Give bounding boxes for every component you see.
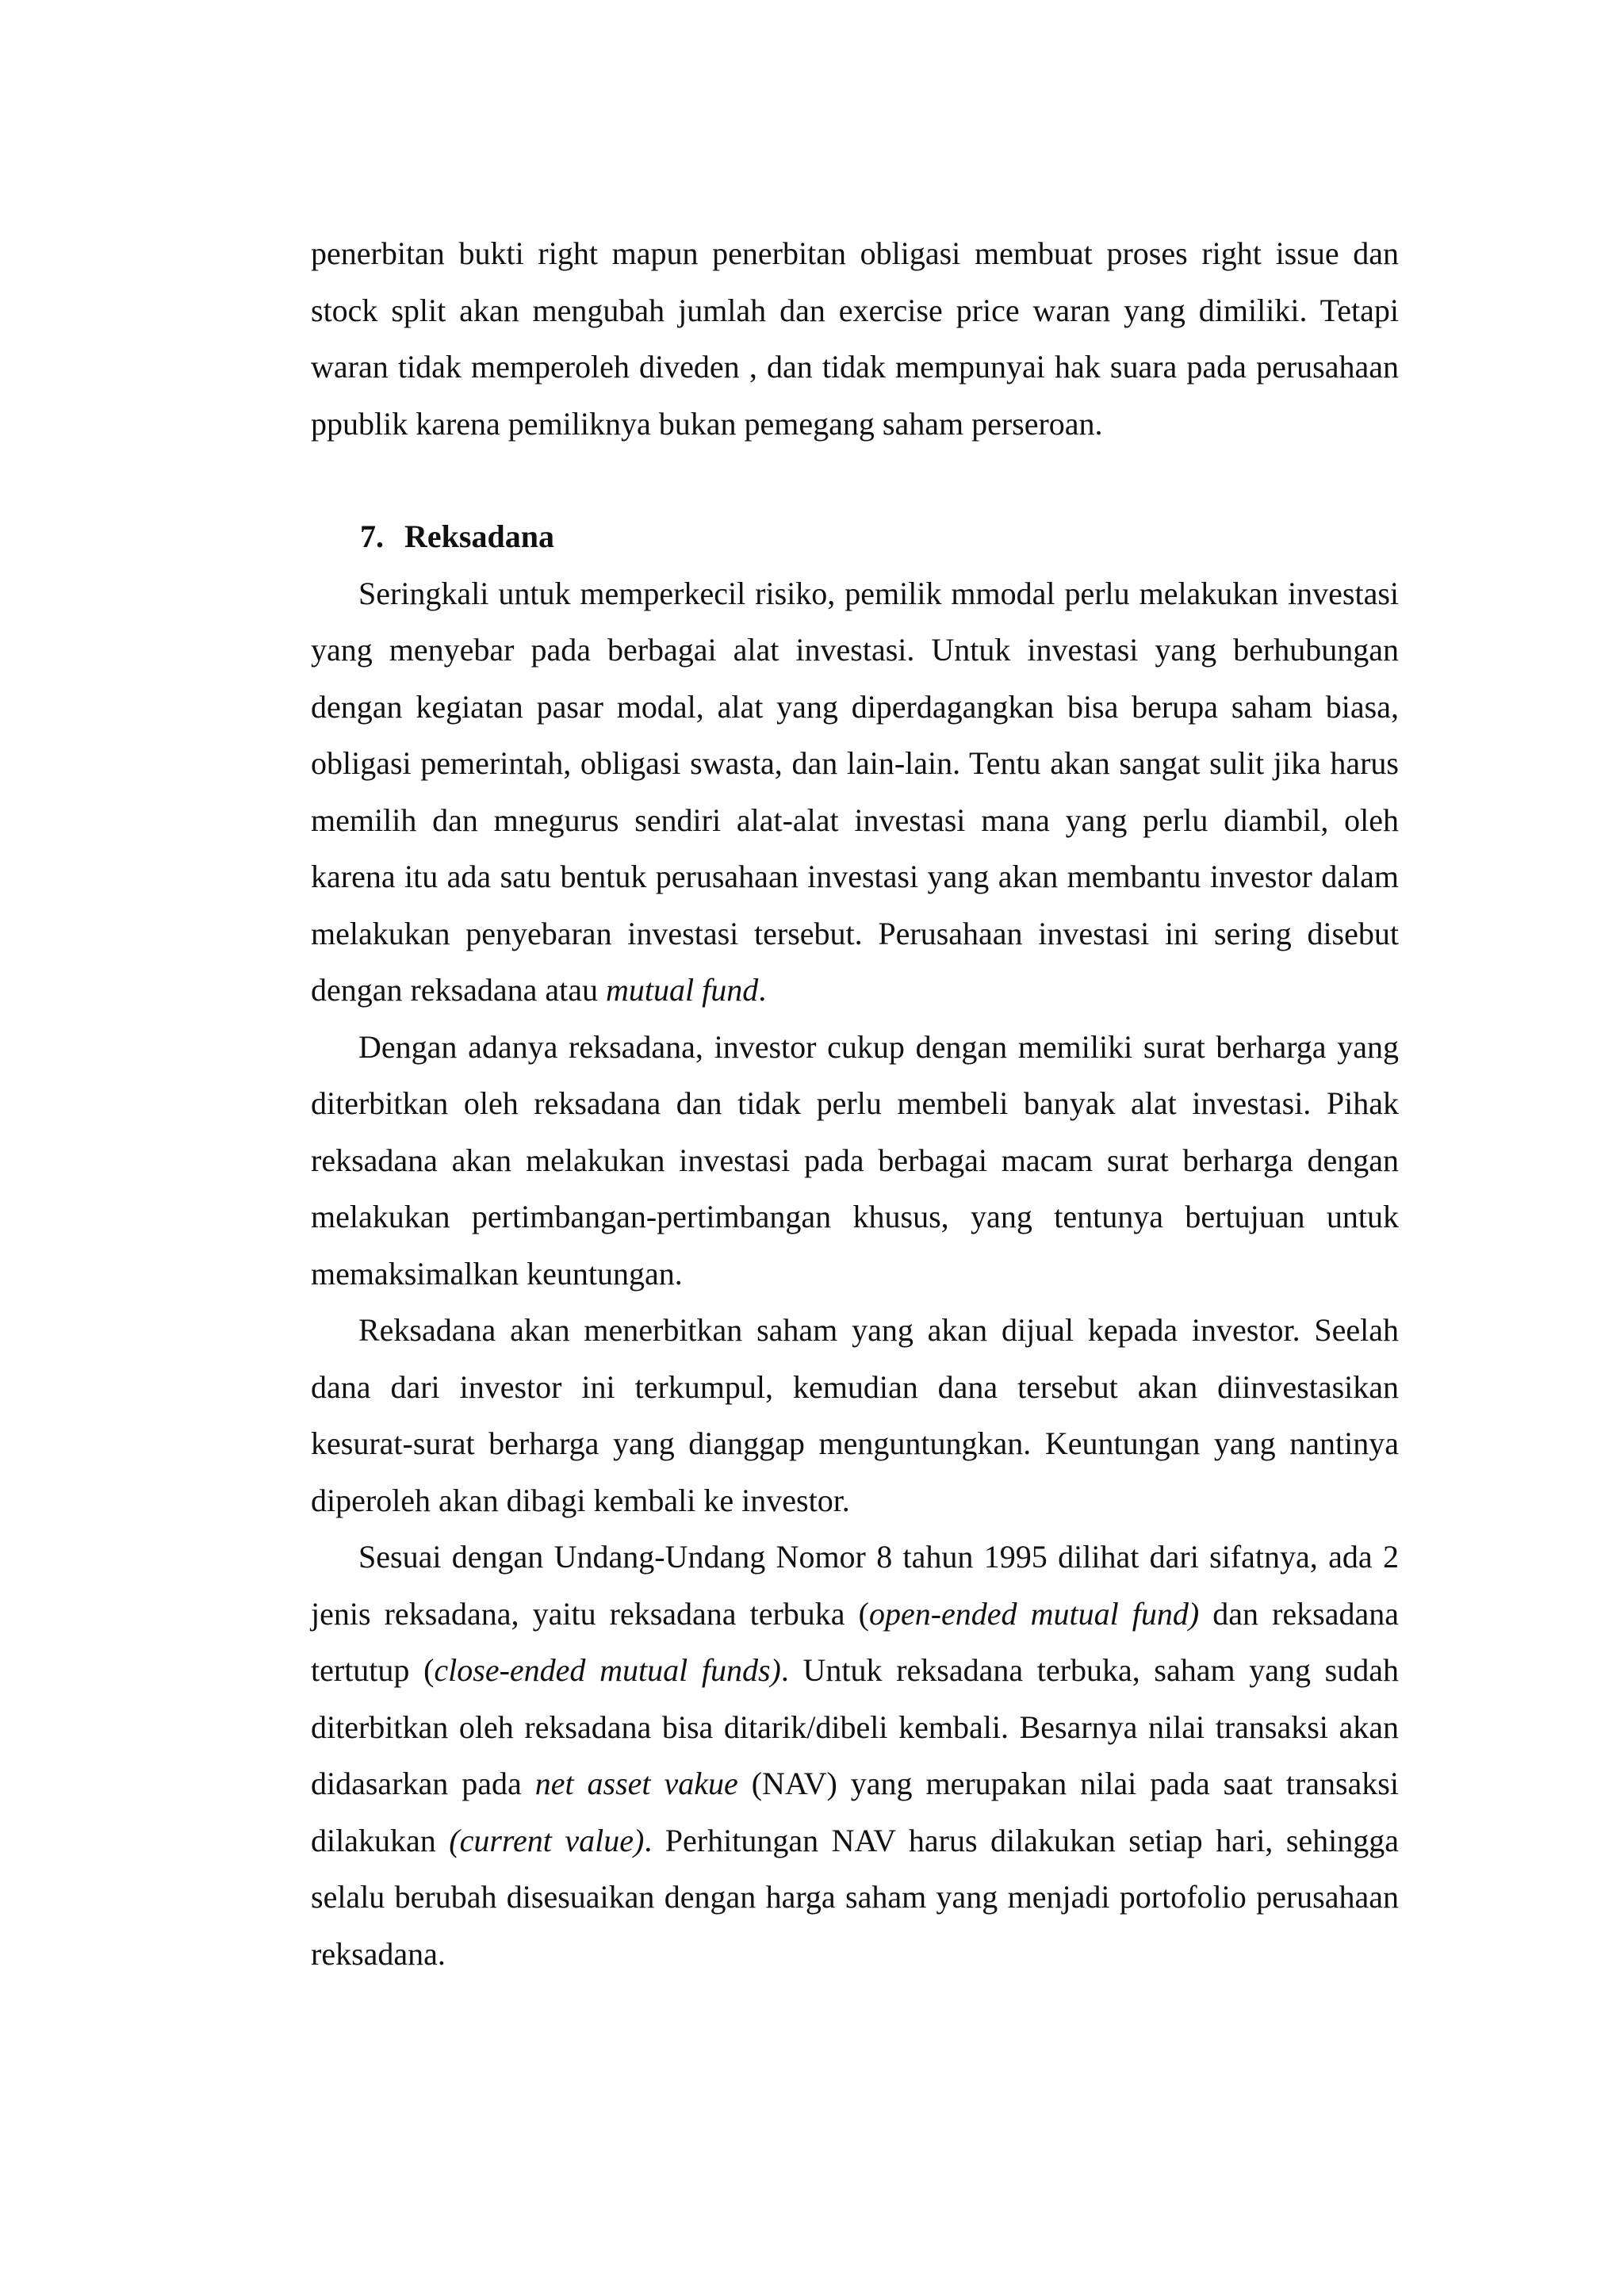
italic-term: close-ended mutual funds) <box>434 1652 781 1688</box>
paragraph-reksadana-types <box>311 1529 1399 1982</box>
document-page <box>311 225 1399 1982</box>
italic-term: (current value) <box>449 1822 645 1858</box>
section-number: 7. <box>360 519 384 554</box>
paragraph-text: . Perhitungan NAV harus dilakukan setiap hari, sehingga selalu berubah disesuaikan dengan harga saham yang menjadi portofolio perusahaan reksadana. <box>311 1822 1400 1972</box>
paragraph-reksadana-process: Reksadana akan menerbitkan saham yang akan dijual kepada investor. Seelah dana dari investor ini terkumpul, kemudian dana tersebut akan diinvestasikan kesurat-surat berharga yang dianggap menguntungkan. Keuntungan yang nantinya diperoleh akan dibagi kembali ke investor. <box>311 1312 1399 1518</box>
paragraph-text: Sesuai dengan Undang-Undang Nomor 8 tahun 1995 dilihat dari sifatnya, ada 2 jenis reksadana, yaitu reksadana terbuka ( <box>311 1539 1399 1632</box>
paragraph-reksadana-intro <box>311 565 1399 1019</box>
paragraph-end: . <box>758 972 767 1008</box>
section-title: Reksadana <box>404 519 554 554</box>
paragraph-text: Seringkali untuk memperkecil risiko, pemilik mmodal perlu melakukan investasi yang menyebar pada berbagai alat investasi. Untuk investasi yang berhubungan dengan kegiatan pasar modal, alat yang diperdagangkan bisa berupa saham biasa, obligasi pemerintah, obligasi swasta, dan lain-lain. Tentu akan sangat sulit jika harus memilih dan mnegurus sendiri alat-alat investasi mana yang perlu diambil, oleh karena itu ada satu bentuk perusahaan investasi yang akan membantu investor dalam melakukan penyebaran investasi tersebut. Perusahaan investasi ini sering disebut dengan reksadana atau <box>311 575 1399 1008</box>
section-gap <box>311 452 1399 508</box>
paragraph-text: dan reksadana tertutup ( <box>311 1595 1399 1688</box>
paragraph-text: . Untuk reksadana terbuka, saham yang sudah diterbitkan oleh reksadana bisa ditarik/dibeli kembali. Besarnya nilai transaksi akan didasarkan pada <box>311 1652 1399 1801</box>
paragraph-text: (NAV) yang merupakan nilai pada saat transaksi dilakukan <box>311 1766 1399 1858</box>
italic-term: net asset vakue <box>534 1766 738 1801</box>
italic-term: mutual fund <box>606 972 759 1008</box>
italic-term: open-ended mutual fund) <box>868 1595 1200 1632</box>
section-heading <box>311 508 1399 565</box>
paragraph-warrant-continuation: penerbitan bukti right mapun penerbitan obligasi membuat proses right issue dan stock split akan mengubah jumlah dan exercise price waran yang dimiliki. Tetapi waran tidak memperoleh diveden , dan tidak mempunyai hak suara pada perusahaan ppublik karena pemiliknya bukan pemegang saham perseroan. <box>311 235 1399 442</box>
paragraph-reksadana-benefit: Dengan adanya reksadana, investor cukup dengan memiliki surat berharga yang diterbitkan oleh reksadana dan tidak perlu membeli banyak alat investasi. Pihak reksadana akan melakukan investasi pada berbagai macam surat berharga dengan melakukan pertimbangan-pertimbangan khusus, yang tentunya bertujuan untuk memaksimalkan keuntungan. <box>311 1028 1399 1292</box>
